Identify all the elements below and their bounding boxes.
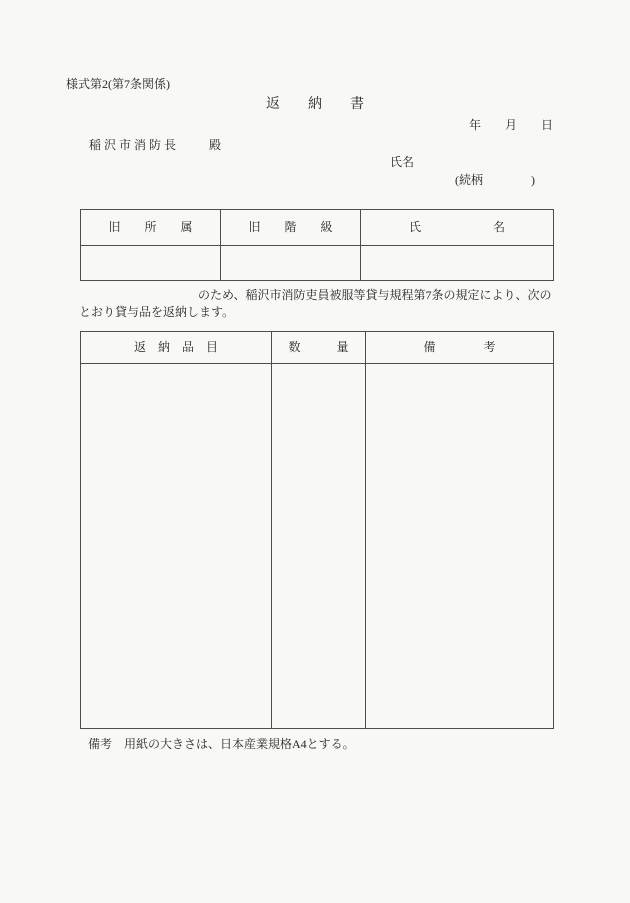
relationship-field-label: (続柄 ) [455,173,535,187]
item-name-cell [81,364,272,729]
quantity-cell [272,364,366,729]
reason-text-line-1: のため、稲沢市消防吏員被服等貸与規程第7条の規定により、次の [198,288,552,302]
document-title: 返 納 書 [266,97,364,112]
returned-items-header-row [81,332,554,364]
former-rank-header: 旧 階 級 [221,210,361,246]
remarks-cell [366,364,554,729]
item-name-header: 返 納 品 目 [81,332,272,364]
former-affiliation-cell [81,246,221,281]
returned-items-table [80,331,554,729]
reason-text-line-2: とおり貸与品を返納します。 [79,305,235,319]
returned-items-entry-row [81,364,554,729]
remarks-header: 備 考 [366,332,554,364]
name-field-label: 氏名 [390,155,415,169]
former-details-table [80,209,554,281]
former-rank-cell [221,246,361,281]
addressee-line: 稲沢市消防長 殿 [89,138,225,152]
name-cell [361,246,554,281]
former-details-entry-row [81,246,554,281]
name-header: 氏 名 [361,210,554,246]
former-details-header-row [81,210,554,246]
former-affiliation-header: 旧 所 属 [81,210,221,246]
quantity-header: 数 量 [272,332,366,364]
paper-size-note: 備考 用紙の大きさは、日本産業規格A4とする。 [88,737,355,751]
form-number-label: 様式第2(第7条関係) [66,77,170,91]
date-placeholder-line: 年 月 日 [468,118,553,132]
